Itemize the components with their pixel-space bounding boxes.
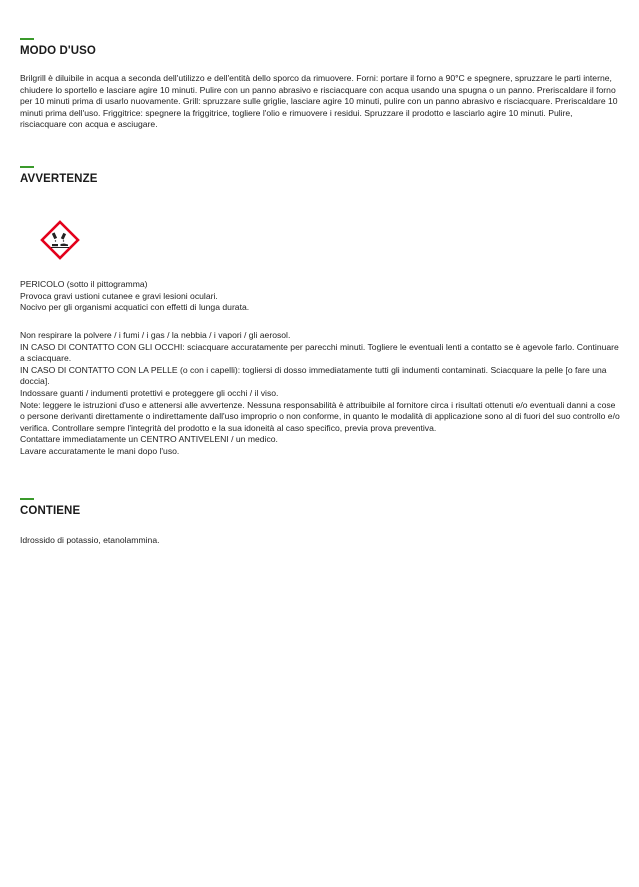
contiene-text: Idrossido di potassio, etanolammina. (20, 535, 160, 545)
ghs05-corrosive-icon (40, 220, 80, 260)
modo-uso-text: Brilgrill è diluibile in acqua a seconda dell'utilizzo e dell'entità dello sporco da rimuovere. Forni: portare il forno a 90°C e spegnere, spruzzare le parti interne, chiudere lo sportello e lasciare agire 10 minuti. Pulire con un panno abrasivo e risciacquare con acqua usando una spugna o un panno. Preriscaldare il forno per 10 minuti prima di usarlo nuovamente. Grill: spruzzare sulle griglie, lasciare agire 10 minuti, pulire con un panno abrasivo e risciacquare. Preriscaldare 10 minuti prima dell'uso. Friggitrice: spegnere la friggitrice, togliere l'olio e rimuovere i residui. Spruzzare il prodotto e lasciarlo agire 10 minuti. Pulire, risciacquare con acqua e asciugare. (20, 73, 618, 130)
section-title-modo-uso: MODO D'USO (20, 45, 96, 57)
section-accent-bar (20, 166, 34, 168)
section-accent-bar (20, 498, 34, 500)
hazard-line: Nocivo per gli organismi acquatici con effetti di lunga durata. (20, 302, 250, 313)
section-header-avvertenze (20, 166, 97, 186)
section-title-avvertenze: AVVERTENZE (20, 173, 98, 185)
section-header-modo-uso (20, 38, 96, 58)
precautionary-statements: Non respirare la polvere / i fumi / i gas / la nebbia / i vapori / gli aerosol. IN CASO DI CONTATTO CON GLI OCCHI: sciacquare accuratamente per parecchi minuti. Togliere le eventuali lenti a contatto se è agevole farlo. Continuare a sciacquare. IN CASO DI CONTATTO CON LA PELLE (o con i capelli): togliersi di dosso immediatamente tutti gli indumenti contaminati. Sciacquare la pelle [o fare una doccia]. Indossare guanti / indumenti protettivi e proteggere gli occhi / il viso. Note: leggere le istruzioni d'uso e attenersi alle avvertenze. Nessuna responsabilità è attribuibile al fornitore circa i risultati ottenuti e/o eventuali danni a cose o persone derivanti direttamente o indirettamente dall'uso improprio o non conforme, in quanto le modalità di applicazione sono al di fuori del suo controllo e/o verifica. Controllare sempre l'integrità del prodotto e la sua idoneità al caso specifico, previa prova preventiva. Contattare immediatamente un CENTRO ANTIVELENI / un medico. Lavare accuratamente le mani dopo l'uso. (20, 330, 620, 456)
hazard-statements (20, 279, 620, 314)
section-title-contiene: CONTIENE (20, 505, 81, 517)
section-accent-bar (20, 38, 34, 40)
section-header-contiene (20, 498, 80, 518)
hazard-line: PERICOLO (sotto il pittogramma) (20, 279, 148, 289)
hazard-line: Provoca gravi ustioni cutanee e gravi lesioni oculari. (20, 290, 218, 301)
